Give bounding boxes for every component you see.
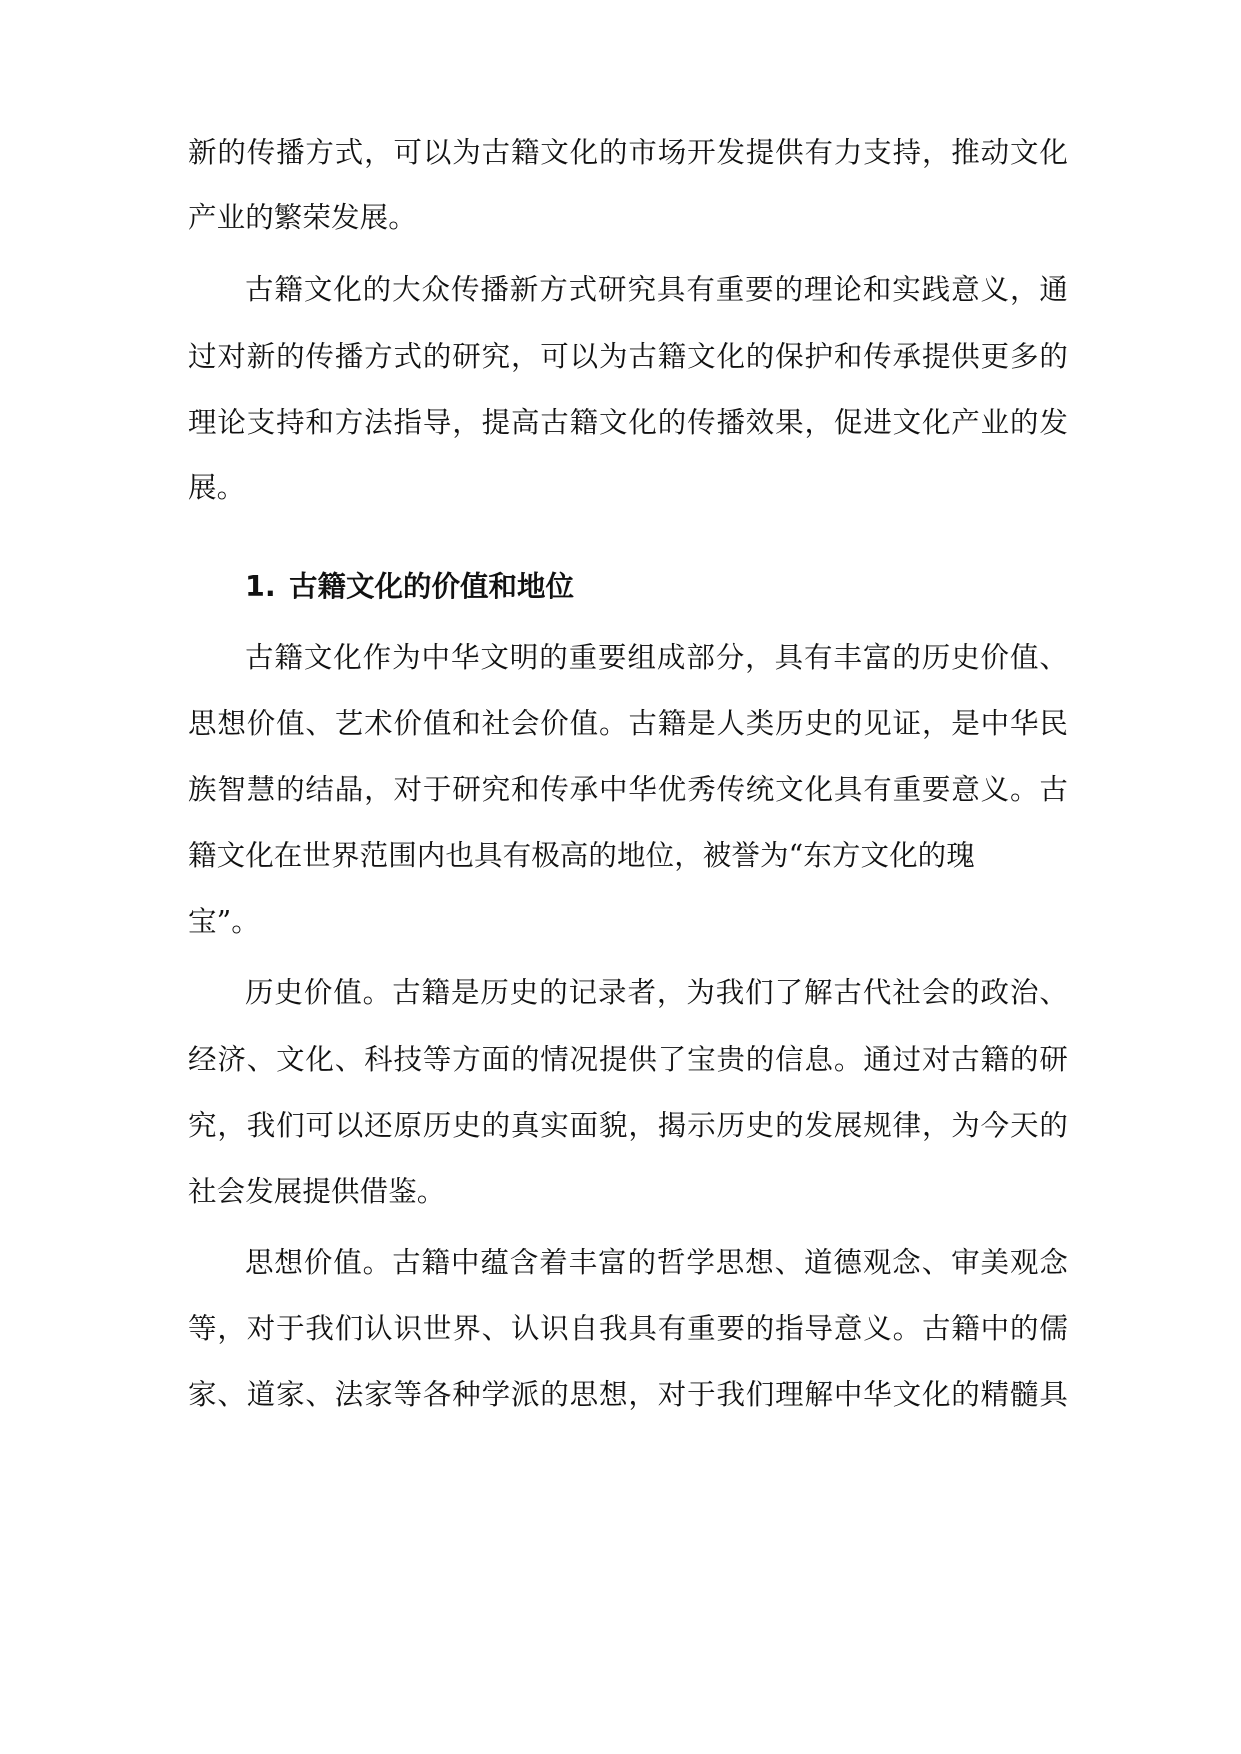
paragraph-line: 产业的繁荣发展。 — [188, 201, 417, 234]
section-title: 古籍文化的价值和地位 — [289, 570, 575, 603]
paragraph-line: 等，对于我们认识世界、认识自我具有重要的指导意义。古籍中的儒 — [188, 1312, 1068, 1345]
paragraph-line: 究，我们可以还原历史的真实面貌，揭示历史的发展规律，为今天的 — [188, 1109, 1068, 1142]
paragraph-line: 新的传播方式，可以为古籍文化的市场开发提供有力支持，推动文化 — [188, 136, 1068, 169]
paragraph-line: 古籍文化作为中华文明的重要组成部分，具有丰富的历史价值、 — [245, 641, 1068, 674]
paragraph-line: 族智慧的结晶，对于研究和传承中华优秀传统文化具有重要意义。古 — [188, 773, 1068, 806]
paragraph-line: 经济、文化、科技等方面的情况提供了宝贵的信息。通过对古籍的研 — [188, 1043, 1068, 1076]
paragraph-line: 籍文化在世界范围内也具有极高的地位，被誉为“东方文化的瑰 — [188, 839, 975, 872]
paragraph-line: 宝”。 — [188, 905, 260, 938]
paragraph-line: 理论支持和方法指导，提高古籍文化的传播效果，促进文化产业的发 — [188, 406, 1068, 439]
paragraph-line: 思想价值、艺术价值和社会价值。古籍是人类历史的见证，是中华民 — [188, 707, 1068, 740]
section-heading — [245, 567, 574, 607]
paragraph-line: 家、道家、法家等各种学派的思想，对于我们理解中华文化的精髓具 — [188, 1378, 1068, 1411]
paragraph-line: 历史价值。古籍是历史的记录者，为我们了解古代社会的政治、 — [245, 976, 1068, 1009]
paragraph-line: 过对新的传播方式的研究，可以为古籍文化的保护和传承提供更多的 — [188, 340, 1068, 373]
paragraph-line: 思想价值。古籍中蕴含着丰富的哲学思想、道德观念、审美观念 — [245, 1246, 1068, 1279]
paragraph-line: 社会发展提供借鉴。 — [188, 1175, 446, 1208]
paragraph-line: 展。 — [188, 471, 246, 504]
section-number: 1. — [245, 570, 276, 603]
paragraph-line: 古籍文化的大众传播新方式研究具有重要的理论和实践意义，通 — [245, 273, 1068, 306]
